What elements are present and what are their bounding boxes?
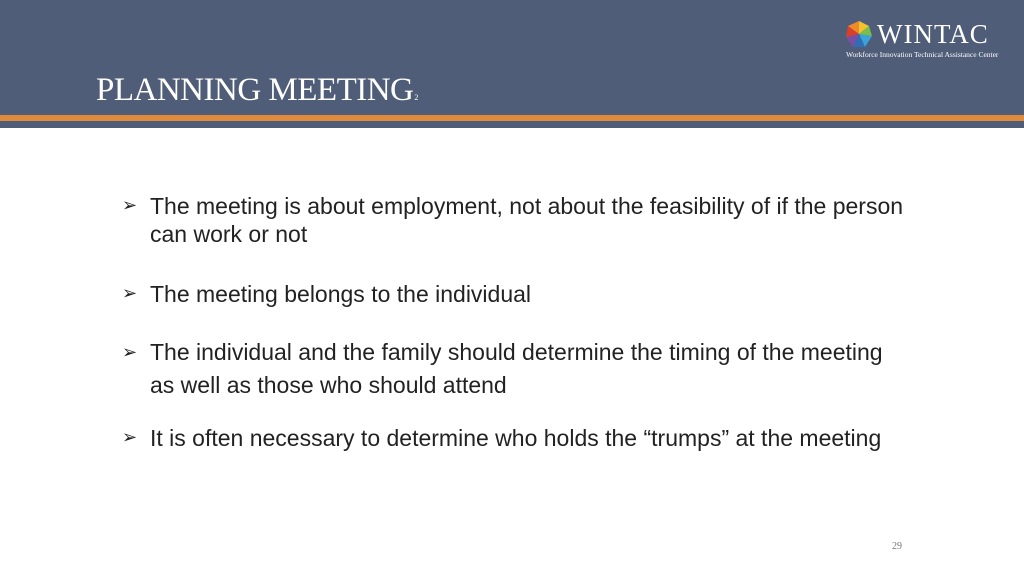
page-number: 29 bbox=[892, 541, 902, 552]
wintac-logo bbox=[845, 18, 1015, 62]
bullet-text: It is often necessary to determine who holds the “trumps” at the meeting bbox=[150, 425, 882, 451]
pinwheel-logo-icon bbox=[845, 20, 873, 48]
bullet-item bbox=[122, 192, 912, 248]
divider-stripe bbox=[0, 121, 1024, 128]
arrow-bullet-icon: ➢ bbox=[122, 195, 138, 216]
logo-wordmark: WINTAC bbox=[877, 19, 989, 49]
bullet-text: The individual and the family should determine the timing of the meeting as well as those who should attend bbox=[150, 339, 883, 398]
bullet-item bbox=[122, 280, 912, 308]
bullet-item bbox=[122, 424, 912, 452]
arrow-bullet-icon: ➢ bbox=[122, 427, 138, 448]
slide-title bbox=[96, 70, 418, 118]
bullet-list bbox=[122, 192, 912, 452]
logo-tagline: Workforce Innovation Technical Assistance Center bbox=[846, 50, 999, 59]
bullet-text: The meeting belongs to the individual bbox=[150, 281, 532, 307]
slide-title-suffix: 2 bbox=[414, 93, 418, 102]
bullet-text: The meeting is about employment, not about the feasibility of if the person can work or not bbox=[150, 193, 904, 247]
arrow-bullet-icon: ➢ bbox=[122, 342, 138, 363]
bullet-item bbox=[122, 336, 912, 402]
slide-title-text: PLANNING MEETING bbox=[96, 72, 414, 108]
arrow-bullet-icon: ➢ bbox=[122, 283, 138, 304]
